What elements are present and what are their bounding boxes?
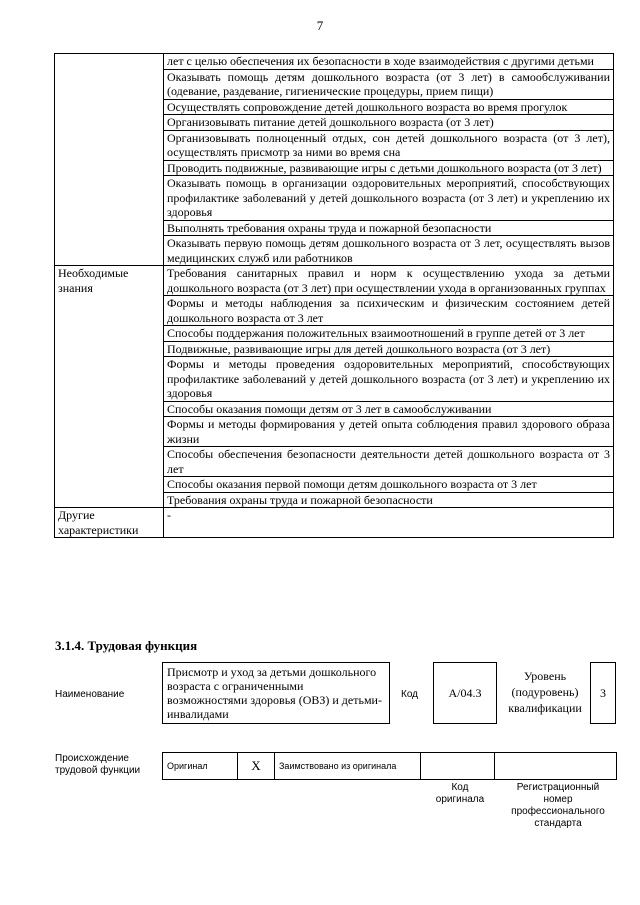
origin-label: Происхождение трудовой функции — [55, 753, 141, 776]
original-mark: X — [238, 753, 275, 780]
requirements-table — [54, 53, 614, 538]
row-text: Организовывать полноценный отдых, сон детей дошкольного возраста (от 3 лет), осуществлять присмотр за ними во время сна — [164, 130, 614, 160]
original-code-cell — [421, 753, 495, 780]
row-text: Проводить подвижные, развивающие игры с детьми дошкольного возраста (от 3 лет) — [164, 160, 614, 176]
borrowed-label: Заимствовано из оригинала — [275, 753, 421, 780]
section-label-empty — [55, 54, 164, 266]
knowledge-row — [55, 266, 614, 296]
original-label: Оригинал — [163, 753, 238, 780]
code-caption: Код оригинала — [435, 782, 485, 805]
row-text: Организовывать питание детей дошкольного возраста (от 3 лет) — [164, 115, 614, 131]
row-text: Способы обеспечения безопасности деятельности детей дошкольного возраста от 3 лет — [164, 447, 614, 477]
reg-caption: Регистрационный номер профессионального стандарта — [511, 782, 605, 829]
function-name-box: Присмотр и уход за детьми дошкольного возраста с ограниченными возможностями здоровья (ОВЗ) и детьми-инвалидами — [162, 662, 390, 724]
row-text: Требования санитарных правил и норм к осуществлению ухода за детьми дошкольного возраста (от 3 лет) при осуществлении ухода в организованных группах — [164, 266, 614, 296]
row-text: Выполнять требования охраны труда и пожарной безопасности — [164, 220, 614, 236]
row-text: Формы и методы наблюдения за психическим и физическим состоянием детей дошкольного возраста от 3 лет — [164, 296, 614, 326]
row-text: Подвижные, развивающие игры для детей дошкольного возраста (от 3 лет) — [164, 341, 614, 357]
row-text: Способы оказания первой помощи детям дошкольного возраста от 3 лет — [164, 477, 614, 493]
row-text: Способы оказания помощи детям от 3 лет в самообслуживании — [164, 401, 614, 417]
other-characteristics-row — [55, 508, 614, 538]
row-text: Способы поддержания положительных взаимоотношений в группе детей от 3 лет — [164, 326, 614, 342]
section-label: Необходимые знания — [55, 266, 164, 508]
page-number: 7 — [316, 18, 324, 33]
name-label: Наименование — [55, 689, 125, 700]
row-text: Формы и методы проведения оздоровительных мероприятий, способствующих профилактике заболеваний у детей дошкольного возраста (от 3 лет) и укреплению их здоровья — [164, 357, 614, 402]
level-label: Уровень (подуровень) квалификации — [508, 669, 582, 715]
reg-number-cell — [495, 753, 617, 780]
row-text: лет с целью обеспечения их безопасности в ходе взаимодействия с другими детьми — [164, 54, 614, 70]
row-text: Оказывать помощь детям дошкольного возраста (от 3 лет) в самообслуживании (одевание, раздевание, гигиенические процедуры, прием пищи) — [164, 69, 614, 99]
row-text: Формы и методы формирования у детей опыта соблюдения правил здорового образа жизни — [164, 417, 614, 447]
code-label: Код — [401, 689, 419, 700]
row-text: Требования охраны труда и пожарной безопасности — [164, 492, 614, 508]
row-text: Оказывать первую помощь детям дошкольного возраста от 3 лет, осуществлять вызов медицинских служб или работников — [164, 236, 614, 266]
section-title: 3.1.4. Трудовая функция — [55, 638, 198, 653]
row-text: Осуществлять сопровождение детей дошкольного возраста во время прогулок — [164, 99, 614, 115]
section-label: Другие характеристики — [55, 508, 164, 538]
row-text: Оказывать помощь в организации оздоровительных мероприятий, способствующих профилактике заболеваний у детей дошкольного возраста (от 3 лет) и укреплению их здоровья — [164, 176, 614, 221]
labor-action-row — [55, 54, 614, 70]
row-text: - — [164, 508, 614, 538]
origin-table — [162, 752, 617, 780]
level-value-box: 3 — [590, 662, 616, 724]
function-code-box: A/04.3 — [433, 662, 497, 724]
